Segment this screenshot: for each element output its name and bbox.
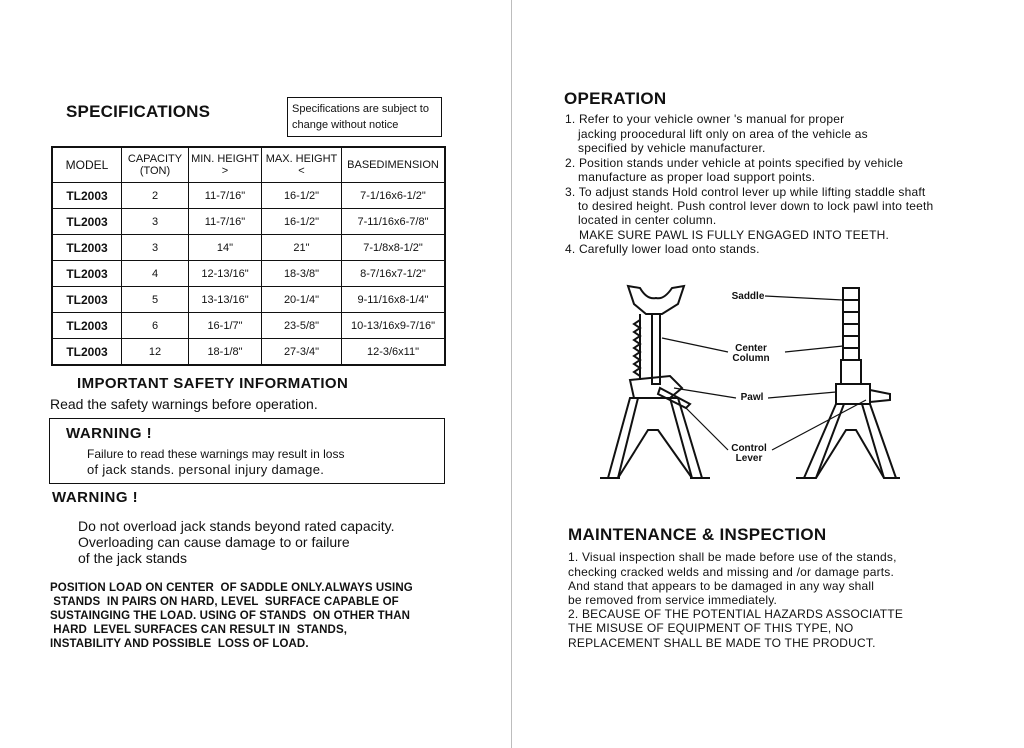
caution-text: HARD LEVEL SURFACES CAN RESULT IN STANDS, — [50, 624, 348, 636]
header-model — [52, 147, 122, 183]
caution-text: SUSTAINGING THE LOAD. USING OF STANDS ON OTHER THAN — [50, 610, 410, 622]
header-min-height — [189, 147, 262, 183]
saddle-label: Saddle — [731, 291, 765, 302]
capacity-cell: 5 — [122, 287, 189, 313]
operation-step-text: MAKE SURE PAWL IS FULLY ENGAGED INTO TEETH. — [579, 228, 890, 242]
table-row — [52, 287, 445, 313]
max-height-cell: 21" — [262, 235, 342, 261]
min-height-cell: 16-1/7" — [189, 313, 262, 339]
min-height-cell: 13-13/16" — [189, 287, 262, 313]
operation-step-text: jacking proocedural lift only on area of the vehicle as — [578, 127, 868, 141]
table-row — [52, 235, 445, 261]
model-cell: TL2003 — [52, 313, 122, 339]
center-column-label-line: Center — [735, 343, 767, 354]
header-capacity — [122, 147, 189, 183]
maintenance-text: 1. Visual inspection shall be made before use of the stands, — [568, 550, 897, 564]
base-dimension-cell: 7-11/16x6-7/8" — [342, 209, 446, 235]
base-dimension-cell: 9-11/16x8-1/4" — [342, 287, 446, 313]
warning-text: of the jack stands — [78, 550, 187, 566]
specifications-note-line: change without notice — [292, 119, 399, 131]
model-cell: TL2003 — [52, 261, 122, 287]
specifications-table-body — [52, 183, 445, 366]
operation-step-text: 1. Refer to your vehicle owner 's manual for proper — [565, 112, 845, 126]
model-cell: TL2003 — [52, 209, 122, 235]
max-height-cell: 16-1/2" — [262, 209, 342, 235]
max-height-cell: 18-3/8" — [262, 261, 342, 287]
capacity-cell: 2 — [122, 183, 189, 209]
header-min-height-label: MIN. HEIGHT > — [191, 153, 259, 177]
warning-text: of jack stands. personal injury damage. — [87, 462, 325, 477]
max-height-cell: 20-1/4" — [262, 287, 342, 313]
max-height-cell: 23-5/8" — [262, 313, 342, 339]
warning-heading: WARNING ! — [52, 489, 139, 506]
maintenance-text: REPLACEMENT SHALL BE MADE TO THE PRODUCT. — [568, 636, 876, 650]
operation-step-text: 4. Carefully lower load onto stands. — [565, 242, 760, 256]
center-column-label-line: Column — [732, 353, 770, 364]
table-row — [52, 209, 445, 235]
safety-heading: IMPORTANT SAFETY INFORMATION — [77, 375, 349, 392]
header-base-dimension — [342, 147, 446, 183]
model-cell: TL2003 — [52, 287, 122, 313]
maintenance-text: checking cracked welds and missing and /or damage parts. — [568, 565, 895, 579]
maintenance-text: And stand that appears to be damaged in any way shall — [568, 579, 875, 593]
warning-text: Overloading can cause damage to or failure — [78, 534, 350, 550]
header-max-height-label: MAX. HEIGHT < — [265, 153, 338, 177]
specifications-heading: SPECIFICATIONS — [66, 102, 211, 121]
model-cell: TL2003 — [52, 183, 122, 209]
page-divider — [511, 0, 512, 748]
maintenance-heading: MAINTENANCE & INSPECTION — [568, 525, 827, 544]
model-cell: TL2003 — [52, 339, 122, 366]
safety-subheading: Read the safety warnings before operation. — [50, 396, 318, 412]
base-dimension-cell: 12-3/6x11" — [342, 339, 446, 366]
operation-step-text: manufacture as proper load support points. — [578, 170, 816, 184]
header-base-dimension-label: BASEDIMENSION — [347, 159, 439, 171]
table-row — [52, 183, 445, 209]
specifications-note — [287, 97, 442, 137]
capacity-cell: 3 — [122, 209, 189, 235]
control-lever-label — [726, 444, 772, 464]
center-column-label — [728, 344, 774, 364]
min-height-cell: 12-13/16" — [189, 261, 262, 287]
base-dimension-cell: 8-7/16x7-1/2" — [342, 261, 446, 287]
capacity-cell: 3 — [122, 235, 189, 261]
operation-step-text: 3. To adjust stands Hold control lever up while lifting staddle shaft — [565, 185, 926, 199]
min-height-cell: 18-1/8" — [189, 339, 262, 366]
base-dimension-cell: 10-13/16x9-7/16" — [342, 313, 446, 339]
header-model-label: MODEL — [65, 158, 109, 172]
caution-text: INSTABILITY AND POSSIBLE LOSS OF LOAD. — [50, 638, 309, 650]
warning-text: Failure to read these warnings may result in loss — [87, 447, 345, 461]
min-height-cell: 11-7/16" — [189, 183, 262, 209]
specifications-table — [51, 146, 446, 366]
operation-step-text: located in center column. — [578, 213, 717, 227]
pawl-label: Pawl — [740, 392, 764, 403]
table-header-row — [52, 147, 445, 183]
saddle-shape — [628, 286, 684, 314]
header-capacity-label: CAPACITY (TON) — [127, 153, 183, 177]
table-row — [52, 313, 445, 339]
table-row — [52, 339, 445, 366]
operation-step-text: 2. Position stands under vehicle at points specified by vehicle — [565, 156, 904, 170]
caution-text: STANDS IN PAIRS ON HARD, LEVEL SURFACE CAPABLE OF — [50, 596, 399, 608]
maintenance-text: THE MISUSE OF EQUIPMENT OF THIS TYPE, NO — [568, 621, 854, 635]
capacity-cell: 6 — [122, 313, 189, 339]
capacity-cell: 12 — [122, 339, 189, 366]
maintenance-text: 2. BECAUSE OF THE POTENTIAL HAZARDS ASSOCIATTE — [568, 607, 904, 621]
control-lever-label-line: Control — [731, 443, 767, 454]
min-height-cell: 11-7/16" — [189, 209, 262, 235]
capacity-cell: 4 — [122, 261, 189, 287]
operation-heading: OPERATION — [564, 89, 667, 108]
base-dimension-cell: 7-1/16x6-1/2" — [342, 183, 446, 209]
header-max-height — [262, 147, 342, 183]
control-lever-label-line: Lever — [735, 453, 763, 464]
operation-step-text: to desired height. Push control lever down to lock pawl into teeth — [578, 199, 934, 213]
base-dimension-cell: 7-1/8x8-1/2" — [342, 235, 446, 261]
specifications-note-line: Specifications are subject to — [292, 103, 429, 115]
min-height-cell: 14" — [189, 235, 262, 261]
warning-heading: WARNING ! — [66, 425, 153, 442]
model-cell: TL2003 — [52, 235, 122, 261]
caution-text: POSITION LOAD ON CENTER OF SADDLE ONLY.ALWAYS USING — [50, 582, 413, 594]
max-height-cell: 16-1/2" — [262, 183, 342, 209]
table-row — [52, 261, 445, 287]
max-height-cell: 27-3/4" — [262, 339, 342, 366]
warning-text: Do not overload jack stands beyond rated capacity. — [78, 518, 395, 534]
operation-step-text: specified by vehicle manufacturer. — [578, 141, 766, 155]
maintenance-text: be removed from service immediately. — [568, 593, 778, 607]
